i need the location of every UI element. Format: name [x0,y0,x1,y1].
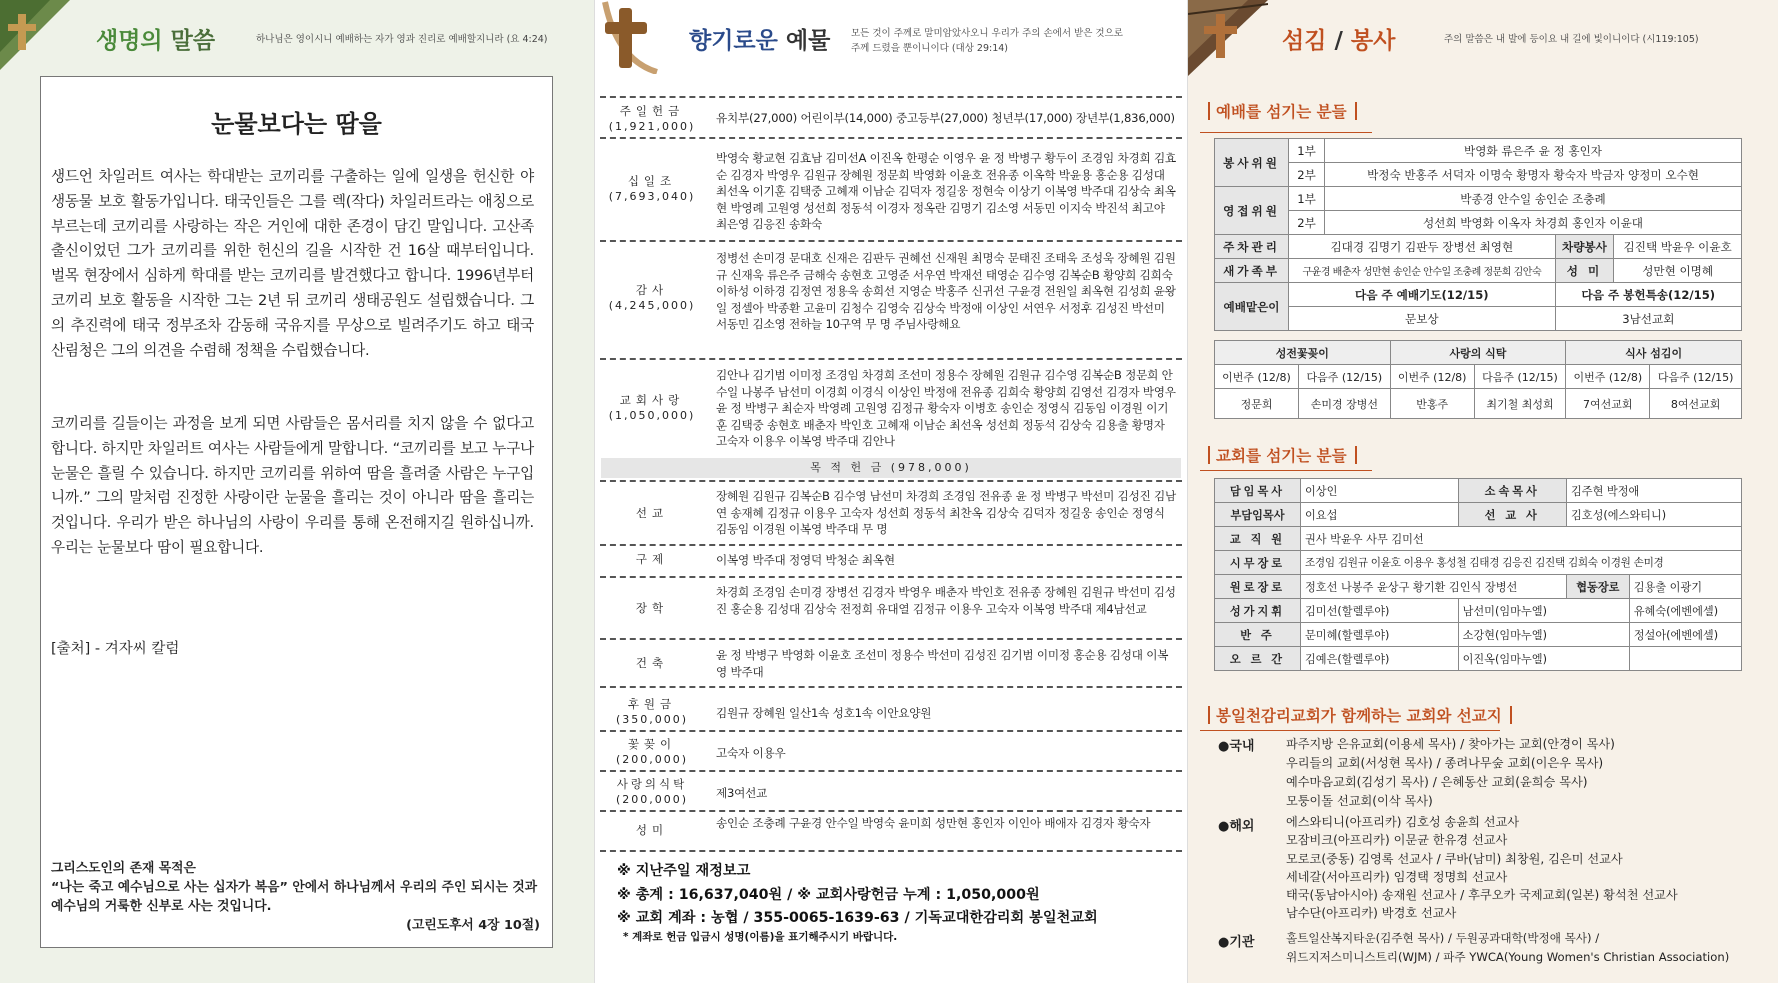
cell: 김예은(할렐루야) [1301,647,1459,671]
row-label: 주차관리 [1215,235,1289,259]
divider [600,480,1182,482]
cell: 정설아(에벤에셀) [1629,623,1741,647]
cross-photo-icon [1188,0,1268,76]
offering-names: 박영숙 황교현 김효남 김미선A 이진옥 한평순 이영우 윤 정 박병구 황두이 조경임 차경희 김효순 김경자 박영우 김원규 장혜원 정문희 박영화 이윤호 전유종 이옥학 박윤용 홍순용 김성대 최선옥 이기훈 김택중 고혜재 이남순 김덕자 정길웅 정현숙 이상기 이복영 박주대 김상숙 최옥현 박영례 고원영 성선희 정동석 이경자 정옥란 김명기 김소영 서동민 이지숙 박진석 최고야 최은영 김응진 송화숙 [716,151,1177,232]
label-text: 십일조 [627,174,677,188]
offering-label [605,393,699,423]
row-label: 영접위원 [1215,187,1289,235]
divider [600,770,1182,772]
cell: 1부 [1289,139,1325,163]
table-row [1215,163,1742,187]
table-row [1215,551,1742,575]
divider [600,544,1182,546]
offering-label [605,104,699,134]
cell: 김대경 김명기 김판두 장병선 최영현 [1289,235,1556,259]
table-row [1215,599,1742,623]
cell: 성선희 박영화 이옥자 차경희 홍인자 이윤대 [1325,211,1742,235]
article-source: [출처] - 겨자씨 칼럼 [51,641,180,657]
section-heading-church: 교회를 섬기는 분들 [1216,444,1347,466]
label-text: 구제 [635,552,669,566]
church-staff-table [1214,478,1742,671]
worship-service-table [1214,138,1742,331]
row-label: 선 교 사 [1458,503,1566,527]
cell: 유혜숙(에벤에셀) [1629,599,1741,623]
table-row [1215,259,1742,283]
cell: 구윤경 배춘자 성만현 송인순 안수일 조충례 정문희 김안숙 [1289,259,1556,283]
overseas-label: ●해외 [1218,819,1255,834]
cell: 2부 [1289,163,1325,187]
panel-life-word [0,0,594,983]
title-part-c: 봉사 [1350,28,1396,54]
title-part-a: 향기로운 [689,28,778,54]
offering-names: 유치부(27,000) 어린이부(14,000) 중고등부(27,000) 청년부(17,000) 장년부(1,836,000) [716,111,1175,125]
section-underline [1200,470,1372,471]
divider [600,240,1182,242]
offering-label [605,823,699,838]
cell: 김주현 박정애 [1566,479,1741,503]
divider [600,850,1182,852]
title-part-b: 말씀 [162,28,216,54]
offering-label [605,777,699,807]
offering-names: 송인순 조충례 구윤경 안수일 박영숙 윤미희 성만현 홍인자 이인아 배애자 김경자 황숙자 [716,816,1151,830]
report-title: ※ 지난주일 재정보고 [617,863,751,879]
verse-line-1: 모든 것이 주께로 말미암았사오니 우리가 주의 손에서 받은 것으로 [851,28,1123,39]
article-paragraph-1: 생드언 차일러트 여사는 학대받는 코끼리를 구출하는 일에 일생을 헌신한 야생동물 보호 활동가입니다. 태국인들은 그를 렉(작다) 차일러트라는 애칭으로 부르는데 코끼리를 사랑하는 작은 거인에 대한 존경이 담긴 말입니다. 고산족 출신이었던 그가 코끼리를 위한 헌신의 길을 시작한 건 16살 때부터입니다. 벌목 현장에서 심하게 학대를 받는 코끼리를 발견했다고 합니다. 1996년부터 코끼리 보호 활동을 시작한 그는 2년 뒤 코끼리 생태공원도 설립했습니다. 그의 추진력에 태국 정부조차 감동해 국유지를 무상으로 빌려주기도 하고 태국 산림청은 그의 의견을 수렴해 정책을 수립했습니다. [51,168,534,359]
table-row [1215,527,1742,551]
cell: 권사 박윤우 사무 김미선 [1301,527,1742,551]
row-label: 부담임목사 [1215,503,1301,527]
cell: 이상인 [1301,479,1459,503]
cell: 8여선교회 [1650,389,1742,419]
label-amount: (200,000) [615,753,689,766]
header-verse: 주의 말씀은 내 발에 등이요 내 길에 빛이니이다 (시119:105) [1444,34,1699,45]
cell: 정문희 [1215,389,1299,419]
row-label: 담임목사 [1215,479,1301,503]
offering-label [605,697,699,727]
cell: 문미혜(할렐루야) [1301,623,1459,647]
header-cell: 사랑의 식탁 [1390,341,1566,365]
divider [600,638,1182,640]
offering-names: 정병선 손미경 문대호 신재은 김판두 권혜선 신재원 최명숙 문태진 조태욱 조성욱 장혜원 김원규 신재욱 류은주 금해숙 송현호 고영준 서우연 박재선 태영순 김수영 김복순B 황양희 김희숙 이하성 이하경 김정연 정용욱 송희선 지영순 박홍주 신귀선 구윤경 전원일 최옥현 김성희 윤왕일 정셀아 박종환 고윤미 김청수 김영숙 김상숙 박정애 이상인 서연우 서정후 김성진 박선미 서동민 김소영 전하늘 10구역 무 명 주님사랑해요 [716,251,1176,332]
cell: 이번주 (12/8) [1390,365,1474,389]
label-text: 사랑의식탁 [616,777,688,791]
list-item: 홀트일산복지타운(김주현 목사) / 두원공과대학(박정애 목사) / [1286,931,1600,945]
row-label: 새가족부 [1215,259,1289,283]
article-box [40,76,553,948]
row-label: 성 미 [1555,259,1614,283]
label-text: 교회사랑 [619,393,685,407]
title-part-a: 생명의 [96,28,163,54]
divider [600,730,1182,732]
table-row [1215,389,1742,419]
divider [600,358,1182,360]
list-item: 에스와티니(아프리카) 김호성 송윤희 선교사 [1286,815,1520,829]
panel-title [96,22,215,55]
cell: 최기철 최성희 [1474,389,1566,419]
org-list [1286,929,1729,967]
domestic-list [1286,735,1615,811]
list-item: 모퉁이돌 선교회(이삭 목사) [1286,794,1433,808]
quote-line-2: “나는 죽고 예수님으로 사는 십자가 복음” 안에서 하나님께서 우리의 주인 되시는 것과 예수님의 거룩한 신부로 사는 것입니다. [51,880,538,914]
offering-names: 김안나 김기범 이미정 조경임 차경희 조선미 정용수 장혜원 김원규 김수영 김복순B 정문희 안수일 나봉주 남선미 이경희 이경식 이상인 박정애 전유종 김희숙 황양희 김영선 김경자 박영우 윤 정 박병구 최순자 박영례 고원영 김정규 황숙자 이병호 송인순 정영식 김동임 이경원 이기훈 김택중 송현호 배춘자 박인호 고혜재 이남순 최선옥 성선희 정동석 김상숙 김용출 황명자 고숙자 이용우 이복영 박주대 김안나 [716,368,1176,449]
label-amount: (1,921,000) [608,120,696,133]
cell: 1부 [1289,187,1325,211]
quote-line-1: 그리스도인의 존재 목적은 [51,861,196,876]
header-verse [851,26,1123,56]
row-label: 원로장로 [1215,575,1301,599]
offering-names: 이복영 박주대 정영덕 박청순 최옥현 [716,553,895,567]
row-label: 소속목사 [1458,479,1566,503]
label-amount: (350,000) [615,713,689,726]
cell: 손미경 장병선 [1299,389,1391,419]
domestic-label: ●국내 [1218,739,1255,754]
table-row [1215,365,1742,389]
quote-reference: (고린도후서 4장 10절) [406,918,540,933]
label-text: 장학 [635,601,669,615]
list-item: 파주지방 은유교회(이용세 목사) / 찾아가는 교회(안경이 목사) [1286,737,1615,751]
title-part-b: 예물 [777,28,831,54]
report-totals: ※ 총계 : 16,637,040원 / ※ 교회사랑헌금 누계 : 1,050,000원 [617,886,1040,903]
offering-names: 김원규 장혜원 일산1속 성호1속 이안요양원 [716,706,932,720]
table-row [1215,341,1742,365]
label-text: 선교 [635,506,669,520]
divider [600,137,1182,139]
purpose-offering-banner: 목 적 헌 금 (978,000) [601,458,1181,478]
cell: 다음주 (12/15) [1474,365,1566,389]
header-cell: 식사 섬김이 [1566,341,1742,365]
table-row [1215,623,1742,647]
section-heading-worship: 예배를 섬기는 분들 [1216,100,1347,122]
cell: 다음 주 봉헌특송(12/15) [1555,283,1741,307]
row-label: 교 직 원 [1215,527,1301,551]
cell: 박종경 안수일 송인순 조충례 [1325,187,1742,211]
table-row [1215,647,1742,671]
cell: 김진택 박윤우 이윤호 [1614,235,1742,259]
offering-label [605,737,699,767]
list-item: 예수마음교회(김성기 목사) / 은혜동산 교회(윤희승 목사) [1286,775,1588,789]
divider [600,96,1182,98]
closing-quote [51,859,540,935]
cell: 성만현 이명혜 [1614,259,1742,283]
section-underline [1200,730,1500,731]
label-amount: (200,000) [615,793,689,806]
cell: 김호성(에스와티니) [1566,503,1741,527]
row-label: 차량봉사 [1555,235,1614,259]
cell: 3남선교회 [1555,307,1741,331]
offering-label [605,283,699,313]
section-heading-mission: 봉일천감리교회가 함께하는 교회와 선교지 [1216,704,1502,726]
divider [600,810,1182,812]
row-label: 오 르 간 [1215,647,1301,671]
cell: 이번주 (12/8) [1215,365,1299,389]
cell: 남선미(임마누엘) [1458,599,1629,623]
panel-service [1188,0,1778,983]
offering-label [605,552,699,567]
offering-label [605,174,699,204]
overseas-list [1286,813,1678,923]
cell: 7여선교회 [1566,389,1650,419]
cell: 반홍주 [1390,389,1474,419]
offering-label [605,656,699,671]
list-item: 우리들의 교회(서성현 목사) / 종려나무숲 교회(이은우 목사) [1286,756,1604,770]
verse-line-2: 주께 드렸을 뿐이니이다 (대상 29:14) [851,43,1008,54]
table-row [1215,307,1742,331]
label-text: 성미 [635,823,669,837]
title-part-a: 섬김 [1282,28,1327,54]
table-row [1215,575,1742,599]
article-paragraph-2: 코끼리를 길들이는 과정을 보게 되면 사람들은 몸서리를 치지 않을 수 없다고 합니다. 하지만 차일러트 여사는 사람들에게 말합니다. “코끼리를 보고 누구나 눈물은 흘릴 수 있습니다. 하지만 코끼리를 위하여 땀을 흘려줄 사람은 누구입니까.” 그의 말처럼 진정한 사랑이란 눈물을 흘리는 것이 아니라 땀을 흘리는 것입니다. 우리가 받은 하나님의 사랑이 우리를 통해 온전해지길 원하십니까. 우리는 눈물보다 땀이 필요합니다. [51,415,534,556]
org-label: ●기관 [1218,935,1255,950]
label-amount: (4,245,000) [608,299,696,312]
label-amount: (7,693,040) [608,190,696,203]
cell: 이번주 (12/8) [1566,365,1650,389]
list-item: 남수단(아프리카) 박경호 선교사 [1286,906,1457,921]
cell: 다음주 (12/15) [1299,365,1391,389]
offering-names: 제3여선교 [716,786,768,800]
table-row [1215,211,1742,235]
cell: 김미선(할렐루야) [1301,599,1459,623]
report-note: * 계좌로 헌금 입금시 성명(이름)을 표기해주시기 바랍니다. [623,930,898,943]
table-row [1215,479,1742,503]
label-text: 감사 [635,283,669,297]
label-text: 주일헌금 [619,104,685,118]
panel-title [689,22,830,55]
table-row [1215,139,1742,163]
header-verse: 하나님은 영이시니 예배하는 자가 영과 진리로 예배할지니라 (요 4:24) [256,34,548,45]
table-row [1215,235,1742,259]
row-label: 예배맡은이 [1215,283,1289,331]
label-amount: (1,050,000) [608,409,696,422]
cell: 다음 주 예배기도(12/15) [1289,283,1556,307]
offering-label [605,601,699,616]
report-account: ※ 교회 계좌 : 농협 / 355-0065-1639-63 / 기독교대한감리회 봉일천교회 [617,910,1098,926]
offering-names: 윤 정 박병구 박영화 이윤호 조선미 정용수 박선미 김성진 김기범 이미정 홍순용 김성대 이복영 박주대 [716,648,1169,679]
row-label: 반 주 [1215,623,1301,647]
offering-label [605,506,699,521]
label-text: 건축 [635,656,669,670]
list-item: 세네갈(서아프리카) 임경택 정명희 선교사 [1286,869,1508,884]
divider [600,576,1182,578]
list-item: 태국(동남아시아) 송재원 선교사 / 후쿠오카 국제교회(일본) 황석천 선교사 [1286,888,1678,903]
label-text: 꽃꽂이 [627,737,677,751]
cell: 소강현(임마누엘) [1458,623,1629,647]
cross-leaf-icon [0,0,70,70]
title-part-b: / [1326,28,1351,54]
divider [600,686,1182,688]
offering-names: 차경희 조경임 손미경 장병선 김경자 박영우 배춘자 박인호 전유종 장혜원 김원규 박선미 김성진 홍순용 김성대 김상숙 전정희 유대열 김정규 이용우 고숙자 이복영 박주대 제4남선교 [716,585,1176,616]
section-underline [1200,132,1372,133]
table-row [1215,187,1742,211]
row-label: 봉사위원 [1215,139,1289,187]
cell [1629,647,1741,671]
cell: 김용출 이광기 [1629,575,1741,599]
cell: 이진옥(임마누엘) [1458,647,1629,671]
label-text: 후원금 [627,697,677,711]
cell: 다음주 (12/15) [1650,365,1742,389]
cell: 박정숙 반홍주 서덕자 이명숙 황명자 황숙자 박금자 양정미 오수현 [1325,163,1742,187]
list-item: 모잠비크(아프리카) 이문균 한유경 선교사 [1286,833,1508,848]
table-row [1215,503,1742,527]
weekly-duty-table [1214,340,1742,419]
cell: 이요섭 [1301,503,1459,527]
cell: 2부 [1289,211,1325,235]
cell: 정호선 나봉주 윤상구 황기환 김인식 장병선 [1301,575,1567,599]
panel-title [1282,22,1395,55]
panel-offerings [594,0,1188,983]
finance-report [617,860,1098,944]
row-label: 협동장로 [1566,575,1629,599]
article-heading: 눈물보다는 땀을 [211,110,382,138]
table-row [1215,283,1742,307]
row-label: 시무장로 [1215,551,1301,575]
row-label: 성가지휘 [1215,599,1301,623]
list-item: 모로코(중동) 김영록 선교사 / 쿠바(남미) 최창원, 김은미 선교사 [1286,851,1623,866]
wooden-cross-icon [597,0,659,74]
cell: 박영화 류은주 윤 정 홍인자 [1325,139,1742,163]
offering-names: 고숙자 이용우 [716,746,786,760]
header-cell: 성전꽃꽂이 [1215,341,1391,365]
list-item: 위드지저스미니스트리(WJM) / 파주 YWCA(Young Women's Christian Association) [1286,950,1730,964]
offering-names: 장혜원 김원규 김복순B 김수영 남선미 차경희 조경임 전유종 윤 정 박병구 박선미 김성진 김남연 송재혜 김정규 이용우 고숙자 성선희 정동석 최찬옥 김상숙 김덕자 정길웅 송인순 정영식 김동임 이경원 이복영 박주대 무 명 [716,489,1177,537]
cell: 문보상 [1289,307,1556,331]
cell: 조경임 김원규 이윤호 이용우 홍성철 김태경 김응진 김진택 김희숙 이경원 손미경 [1301,551,1742,575]
